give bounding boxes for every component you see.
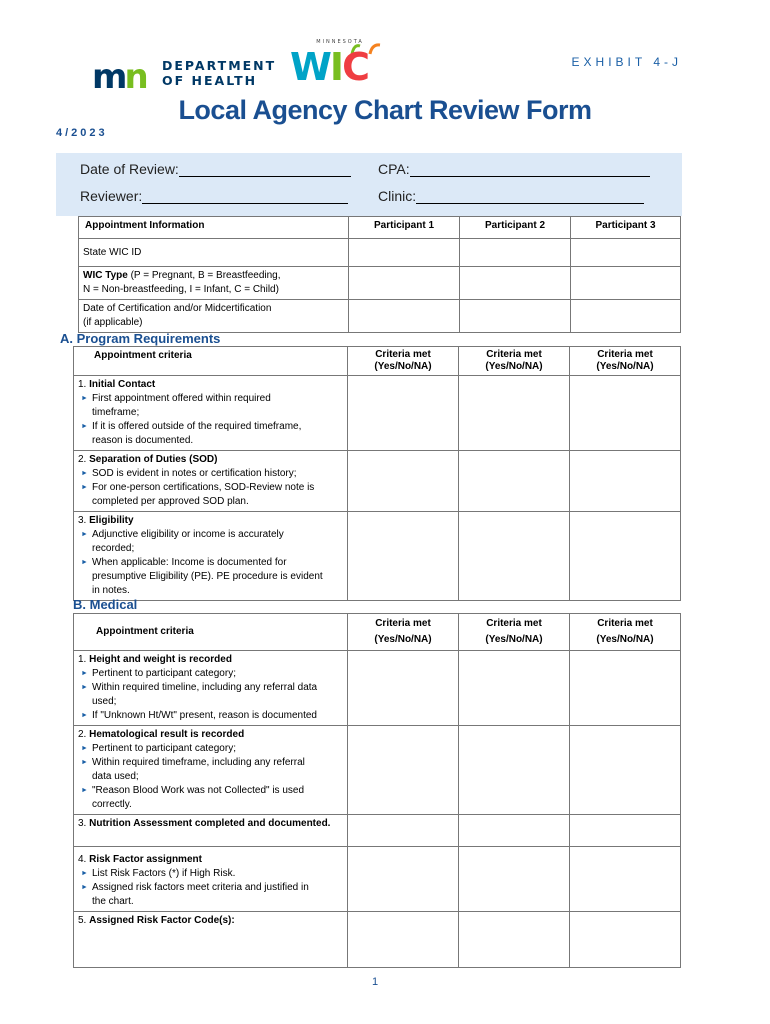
- section-a-item-3-p2[interactable]: [459, 512, 570, 601]
- bullet-icon: ►: [81, 484, 88, 491]
- section-a-item-3-p3[interactable]: [570, 512, 681, 601]
- section-a-p3-header: Criteria met (Yes/No/NA): [570, 347, 681, 376]
- section-a-item-2: 2. Separation of Duties (SOD) ► SOD is evident in notes or certification history; ► For one-person certifications, SOD-Review note is completed per approved SOD plan.: [74, 451, 348, 512]
- section-a-title: A. Program Requirements: [60, 331, 221, 346]
- section-a-item-3-p1[interactable]: [348, 512, 459, 601]
- bullet-icon: ►: [81, 712, 88, 719]
- bullet-icon: ►: [81, 684, 88, 691]
- section-b-item-1: 1. Height and weight is recorded ► Pertinent to participant category; ► Within required timeline, including any referral data used; ► If "Unknown Ht/Wt" present, reason is documented: [74, 651, 348, 726]
- appointment-table: [78, 216, 681, 333]
- section-b-item-3-p3[interactable]: [570, 815, 681, 847]
- section-b-item-1-p2[interactable]: [459, 651, 570, 726]
- cpa-field[interactable]: CPA:: [378, 161, 650, 177]
- reviewer-line[interactable]: [142, 190, 348, 204]
- p3-cert-date-cell[interactable]: [571, 300, 681, 333]
- section-b-item-5-p1[interactable]: [348, 912, 459, 968]
- section-b-item-2-p3[interactable]: [570, 726, 681, 815]
- p1-wic-id-cell[interactable]: [349, 239, 460, 267]
- section-a-item-1-p2[interactable]: [459, 376, 570, 451]
- section-a-criteria-header: Appointment criteria: [74, 347, 348, 376]
- clinic-field[interactable]: Clinic:: [378, 188, 644, 204]
- section-b-item-1-p3[interactable]: [570, 651, 681, 726]
- mdh-logo-text: DEPARTMENT OF HEALTH: [162, 58, 277, 88]
- section-a-item-2-p3[interactable]: [570, 451, 681, 512]
- participant-2-header: Participant 2: [460, 217, 571, 239]
- section-a-table: [73, 346, 681, 601]
- section-b-item-4-p1[interactable]: [348, 847, 459, 912]
- section-b-item-5-p3[interactable]: [570, 912, 681, 968]
- bullet-icon: ►: [81, 745, 88, 752]
- section-b-item-4-p3[interactable]: [570, 847, 681, 912]
- date-of-review-field[interactable]: Date of Review:: [80, 161, 351, 177]
- page-title: Local Agency Chart Review Form: [178, 95, 592, 125]
- mdh-logo: [92, 54, 277, 97]
- section-b-p1-header: Criteria met (Yes/No/NA): [348, 614, 459, 651]
- bullet-icon: ►: [81, 884, 88, 891]
- participant-3-header: Participant 3: [571, 217, 681, 239]
- bullet-icon: ►: [81, 670, 88, 677]
- bullet-icon: ►: [81, 395, 88, 402]
- p2-wic-id-cell[interactable]: [460, 239, 571, 267]
- section-a-item-1: 1. Initial Contact ► First appointment offered within required timeframe; ► If it is offered outside of the required timeframe, reason is documented.: [74, 376, 348, 451]
- bullet-icon: ►: [81, 787, 88, 794]
- section-a-p1-header: Criteria met (Yes/No/NA): [348, 347, 459, 376]
- section-b-item-2: 2. Hematological result is recorded ► Pertinent to participant category; ► Within required timeframe, including any referral data used; ► "Reason Blood Work was not Collected" is used correctly.: [74, 726, 348, 815]
- cert-date-label: Date of Certification and/or Midcertification (if applicable): [79, 300, 349, 333]
- section-b-p3-header: Criteria met (Yes/No/NA): [570, 614, 681, 651]
- page-number: 1: [371, 976, 379, 988]
- section-b-item-2-p1[interactable]: [348, 726, 459, 815]
- bullet-icon: ►: [81, 759, 88, 766]
- clinic-line[interactable]: [416, 190, 644, 204]
- section-a-item-3: 3. Eligibility ► Adjunctive eligibility or income is accurately recorded; ► When applicable: Income is documented for presumptive Eligibility (PE). PE procedure is evident in notes.: [74, 512, 348, 601]
- date-of-review-line[interactable]: [179, 163, 351, 177]
- section-a-item-2-p1[interactable]: [348, 451, 459, 512]
- appointment-info-header: Appointment Information: [79, 217, 349, 239]
- section-a-item-1-p3[interactable]: [570, 376, 681, 451]
- section-b-criteria-header: Appointment criteria: [74, 614, 348, 651]
- bullet-icon: ►: [81, 531, 88, 538]
- form-date: 4/2023: [56, 127, 108, 139]
- reviewer-field[interactable]: Reviewer:: [80, 188, 348, 204]
- section-b-p2-header: Criteria met (Yes/No/NA): [459, 614, 570, 651]
- section-a-p2-header: Criteria met (Yes/No/NA): [459, 347, 570, 376]
- p1-wic-type-cell[interactable]: [349, 267, 460, 300]
- p2-cert-date-cell[interactable]: [460, 300, 571, 333]
- p3-wic-id-cell[interactable]: [571, 239, 681, 267]
- wic-type-label: WIC Type (P = Pregnant, B = Breastfeeding, N = Non-breastfeeding, I = Infant, C = Child): [79, 267, 349, 300]
- section-b-title: B. Medical: [73, 597, 138, 612]
- section-b-item-4: 4. Risk Factor assignment ► List Risk Factors (*) if High Risk. ► Assigned risk factors meet criteria and justified in the chart.: [74, 847, 348, 912]
- bullet-icon: ►: [81, 423, 88, 430]
- bullet-icon: ►: [81, 559, 88, 566]
- bullet-icon: ►: [81, 870, 88, 877]
- participant-1-header: Participant 1: [349, 217, 460, 239]
- wic-wordmark: WIC: [290, 45, 368, 89]
- p3-wic-type-cell[interactable]: [571, 267, 681, 300]
- section-b-item-5-p2[interactable]: [459, 912, 570, 968]
- state-wic-id-label: State WIC ID: [79, 239, 349, 267]
- section-a-item-2-p2[interactable]: [459, 451, 570, 512]
- exhibit-label: EXHIBIT 4-J: [571, 55, 682, 69]
- section-b-item-5: 5. Assigned Risk Factor Code(s):: [74, 912, 348, 968]
- section-b-item-3-p1[interactable]: [348, 815, 459, 847]
- section-b-table: [73, 613, 681, 968]
- wic-logo: MINNESOTA WIC: [290, 40, 390, 90]
- p1-cert-date-cell[interactable]: [349, 300, 460, 333]
- section-b-item-4-p2[interactable]: [459, 847, 570, 912]
- mn-logo-mark: mn: [92, 57, 146, 97]
- bullet-icon: ►: [81, 470, 88, 477]
- section-b-item-3-p2[interactable]: [459, 815, 570, 847]
- section-b-item-1-p1[interactable]: [348, 651, 459, 726]
- section-b-item-3: 3. Nutrition Assessment completed and documented.: [74, 815, 348, 847]
- review-info-box: [56, 153, 682, 216]
- cpa-line[interactable]: [410, 163, 650, 177]
- section-b-item-2-p2[interactable]: [459, 726, 570, 815]
- p2-wic-type-cell[interactable]: [460, 267, 571, 300]
- section-a-item-1-p1[interactable]: [348, 376, 459, 451]
